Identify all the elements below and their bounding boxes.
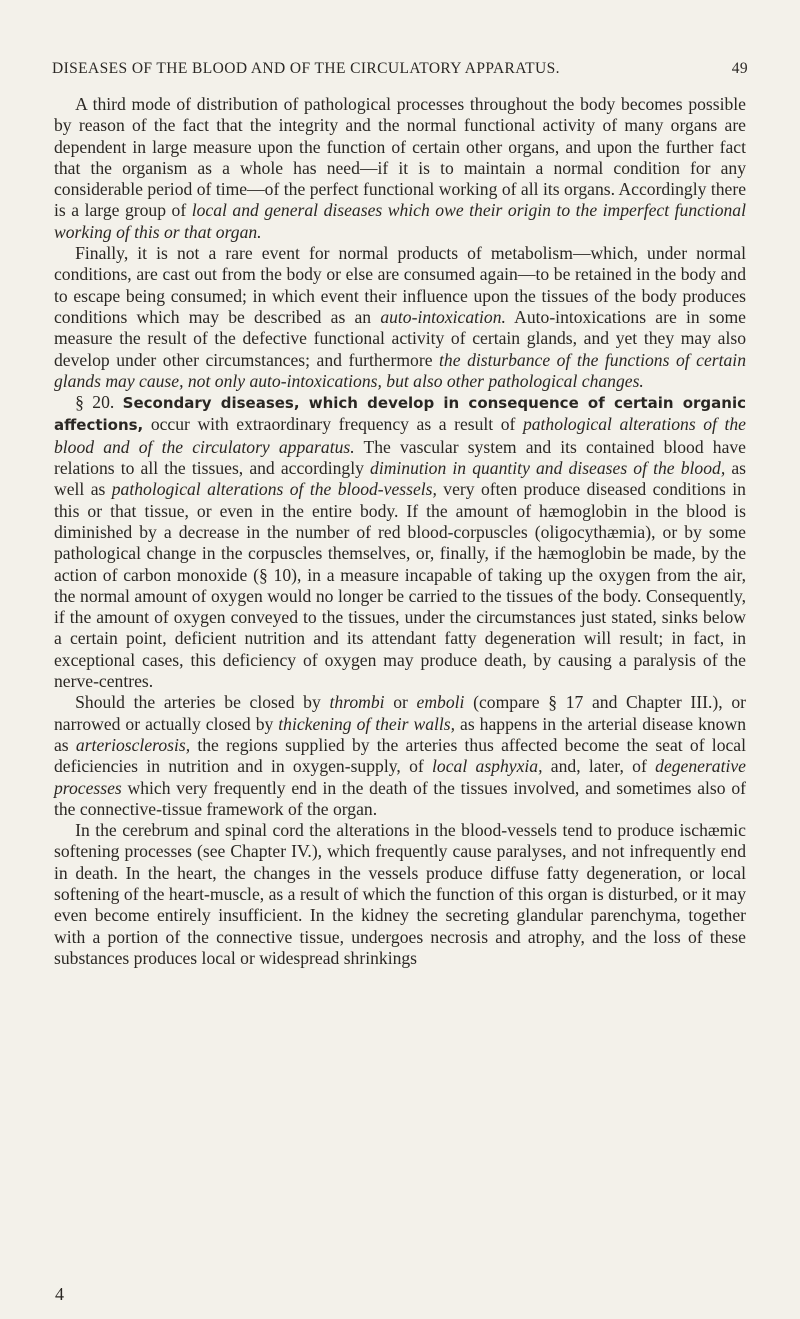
text-run: the regions supplied by the arteries thus affected become the seat of local deficiencies in nutrition and in oxygen-supply, of: [54, 734, 746, 777]
italic-phrase: emboli: [416, 692, 465, 713]
italic-phrase: thrombi: [329, 692, 385, 713]
text-run: Should the arteries be closed by: [75, 692, 330, 713]
text-run: or: [384, 692, 417, 713]
paragraph: [54, 820, 746, 969]
text-run: Finally, it is not a rare event for normal products of metabolism—which, under normal conditions, are cast out from the body or else are consumed again—to be retained in the body and to escape being consumed; in which event their influence upon the tissues of the body produces conditions which may be described as an: [54, 243, 746, 327]
page-number: 49: [731, 60, 748, 77]
italic-phrase: degenerative processes: [54, 756, 746, 798]
italic-phrase: arteriosclerosis,: [75, 734, 191, 755]
italic-phrase: the disturbance of the functions of certain glands may cause, not only auto-intoxications, but also other pathological changes.: [54, 349, 746, 391]
text-run: which very frequently end in the death of the tissues involved, and sometimes also of the connective-tissue framework of the organ.: [54, 777, 746, 819]
paragraph: [54, 94, 746, 243]
running-header: [52, 60, 748, 78]
text-run: and, later, of: [542, 756, 656, 777]
italic-phrase: thickening of their walls,: [278, 713, 456, 734]
text-run: A third mode of distribution of pathological processes throughout the body becomes possible by reason of the fact that the integrity and the normal functional activity of many organs are dependent in large measure upon the function of certain other organs, and upon the further fact that the organism as a whole has need—if it is to maintain a normal condition for any considerable period of time—of the perfect functional working of all its organs. Accordingly there is a large group of: [54, 94, 746, 221]
italic-phrase: pathological alterations of the blood and of the circulatory apparatus.: [54, 414, 746, 457]
body-text: [54, 94, 746, 969]
paragraph: [54, 692, 746, 820]
italic-phrase: auto-intoxication.: [380, 306, 506, 327]
signature-mark: 4: [55, 1284, 64, 1304]
italic-phrase: local asphyxia,: [432, 756, 543, 777]
text-run: In the cerebrum and spinal cord the alterations in the blood-vessels tend to produce ischæmic softening processes (see Chapter IV.), which frequently cause paralyses, and not infrequently end in death. In the heart, the changes in the vessels produce diffuse fatty degeneration, or local softening of the heart-muscle, as a result of which the function of this organ is disturbed, or it may even become entirely insufficient. In the kidney the secreting glandular parenchyma, together with a portion of the connective tissue, undergoes necrosis and atrophy, and the loss of these substances produces local or widespread shrinkings: [54, 820, 746, 968]
italic-phrase: local and general diseases which owe their origin to the imperfect functional working of this or that organ.: [54, 200, 746, 242]
text-run: The vascular system and its contained blood have relations to all the tissues, and accordingly: [54, 436, 746, 479]
text-run: (compare § 17 and Chapter III.), or narrowed or actually closed by: [54, 692, 746, 734]
paragraph: [54, 392, 746, 692]
text-run: very often produce diseased conditions in this or that tissue, or even in the entire body. If the amount of hæmoglobin in the blood is diminished by a decrease in the number of red blood-corpuscles (oligocythæmia), or by some pathological change in the corpuscles themselves, or, finally, if the hæmoglobin be made, by the action of carbon monoxide (§ 10), in a measure incapable of taking up the oxygen from the air, the normal amount of oxygen would no longer be carried to the tissues of the body. Consequently, if the amount of oxygen conveyed to the tissues, under the circumstances just stated, sinks below a certain point, deficient nutrition and its attendant fatty degeneration will result; in fact, in exceptional cases, this deficiency of oxygen may produce death, by causing a paralysis of the nerve-centres.: [54, 479, 746, 692]
italic-phrase: diminution in quantity and diseases of the blood,: [370, 458, 726, 479]
text-run: as well as: [54, 458, 747, 500]
section-heading: Secondary diseases, which develop in consequence of certain organic affections,: [54, 394, 746, 435]
running-title: DISEASES OF THE BLOOD AND OF THE CIRCULATORY APPARATUS.: [52, 60, 560, 77]
paragraph: [54, 243, 746, 392]
italic-phrase: pathological alterations of the blood-vessels,: [111, 479, 437, 500]
text-run: Auto-intoxications are in some measure the result of the defective functional activity of certain glands, and yet they may also develop under other circumstances; and furthermore: [54, 306, 746, 370]
text-run: occur with extraordinary frequency as a result of: [143, 414, 523, 435]
text-run: as happens in the arterial disease known as: [54, 713, 746, 755]
text-run: § 20.: [75, 392, 123, 413]
